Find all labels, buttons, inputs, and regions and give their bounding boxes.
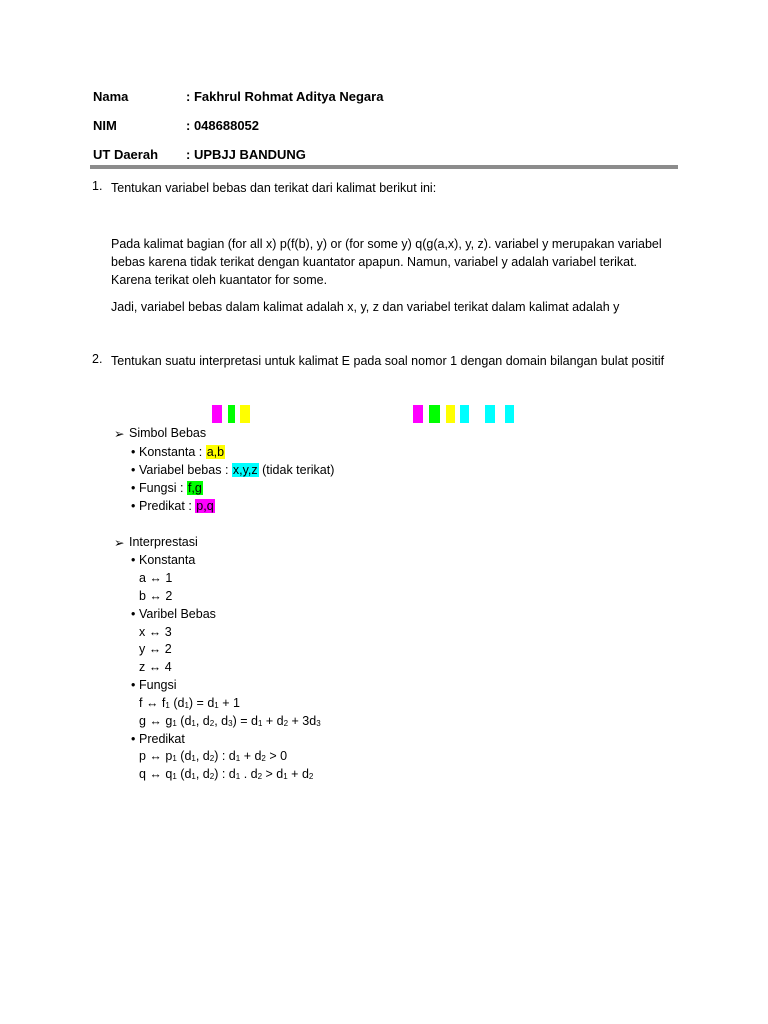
interp-konstanta-b: b ↔ 2 — [139, 589, 173, 603]
predikat-highlight: p,q — [196, 499, 214, 513]
bullet-icon: • — [131, 499, 136, 513]
konstanta-item — [139, 445, 225, 459]
color-swatch-magenta — [413, 405, 423, 423]
variabel-note: (tidak terikat) — [258, 463, 335, 477]
answer-1-paragraph-1: Pada kalimat bagian (for all x) p(f(b), y) or (for some y) q(g(a,x), y, z). variabel y merupakan variabel bebas karena tidak terikat dengan kuantator apapun. Namun, variabel y adalah variabel terikat. Karena terikat oleh kuantator for some. — [111, 237, 662, 287]
ut-daerah-label: UT Daerah — [93, 147, 159, 162]
interp-fungsi-heading: Fungsi — [139, 678, 177, 692]
konstanta-highlight: a,b — [206, 445, 225, 459]
color-swatch-magenta — [212, 405, 222, 423]
interp-varibel-heading: Varibel Bebas — [139, 607, 216, 621]
ut-daerah-value: : UPBJJ BANDUNG — [186, 147, 306, 162]
interp-predikat-q: q ↔ $q_1$ ($d_1$, $d_2$) : $d_1$ . $d_2 > d_1 + d_2$ — [139, 767, 314, 781]
interp-konstanta-heading: Konstanta — [139, 553, 196, 567]
fungsi-label: Fungsi : — [139, 481, 187, 495]
color-swatch-green — [228, 405, 235, 423]
konstanta-label: Konstanta : — [139, 445, 206, 459]
fungsi-item — [139, 481, 203, 495]
question-1-number: 1. — [92, 179, 103, 193]
nama-label: Nama — [93, 89, 129, 104]
interp-fungsi-f: f ↔ $f_1$ $(d_1) = d_1 + 1$ — [139, 696, 240, 710]
answer-1-paragraph-2: Jadi, variabel bebas dalam kalimat adalah x, y, z dan variabel terikat dalam kalimat adalah y — [111, 300, 620, 314]
interp-konstanta-a: a ↔ 1 — [139, 571, 173, 585]
interp-fungsi-g: g ↔ $g_1$ ($d_1$, $d_2$, $d_3) = d_1 + d_2 + 3d_3$ — [139, 714, 321, 728]
nama-value: : Fakhrul Rohmat Aditya Negara — [186, 89, 384, 104]
header-divider — [90, 165, 678, 169]
bullet-icon: • — [131, 445, 136, 459]
arrow-bullet-icon: ➢ — [114, 536, 125, 550]
interp-predikat-heading: Predikat — [139, 732, 185, 746]
bullet-icon: • — [131, 607, 136, 621]
bullet-icon: • — [131, 463, 136, 477]
color-swatch-cyan — [485, 405, 495, 423]
nim-label: NIM — [93, 118, 117, 133]
variabel-label: Variabel bebas : — [139, 463, 232, 477]
interp-predikat-p: p ↔ $p_1$ ($d_1$, $d_2$) : $d_1 + d_2 > 0$ — [139, 749, 288, 763]
predikat-label: Predikat : — [139, 499, 196, 513]
color-swatch-yellow — [446, 405, 455, 423]
color-swatch-yellow — [240, 405, 250, 423]
question-1-text: Tentukan variabel bebas dan terikat dari kalimat berikut ini: — [111, 181, 437, 195]
fungsi-highlight: f,g — [187, 481, 202, 495]
bullet-icon: • — [131, 678, 136, 692]
color-swatch-cyan — [505, 405, 514, 423]
variabel-highlight: x,y,z — [232, 463, 258, 477]
bullet-icon: • — [131, 732, 136, 746]
bullet-icon: • — [131, 481, 136, 495]
predikat-item — [139, 499, 215, 513]
interp-varibel-z: z ↔ 4 — [139, 660, 172, 674]
bullet-icon: • — [131, 553, 136, 567]
question-2-number: 2. — [92, 352, 103, 366]
interp-varibel-x: x ↔ 3 — [139, 625, 172, 639]
interp-varibel-y: y ↔ 2 — [139, 642, 172, 656]
color-swatch-cyan — [460, 405, 469, 423]
simbol-bebas-title: Simbol Bebas — [129, 426, 207, 440]
variabel-item — [139, 463, 334, 477]
question-2-text: Tentukan suatu interpretasi untuk kalimat E pada soal nomor 1 dengan domain bilangan bulat positif — [111, 354, 665, 368]
nim-value: : 048688052 — [186, 118, 260, 133]
interprestasi-title: Interprestasi — [129, 535, 198, 549]
arrow-bullet-icon: ➢ — [114, 427, 125, 441]
color-swatch-green — [429, 405, 440, 423]
